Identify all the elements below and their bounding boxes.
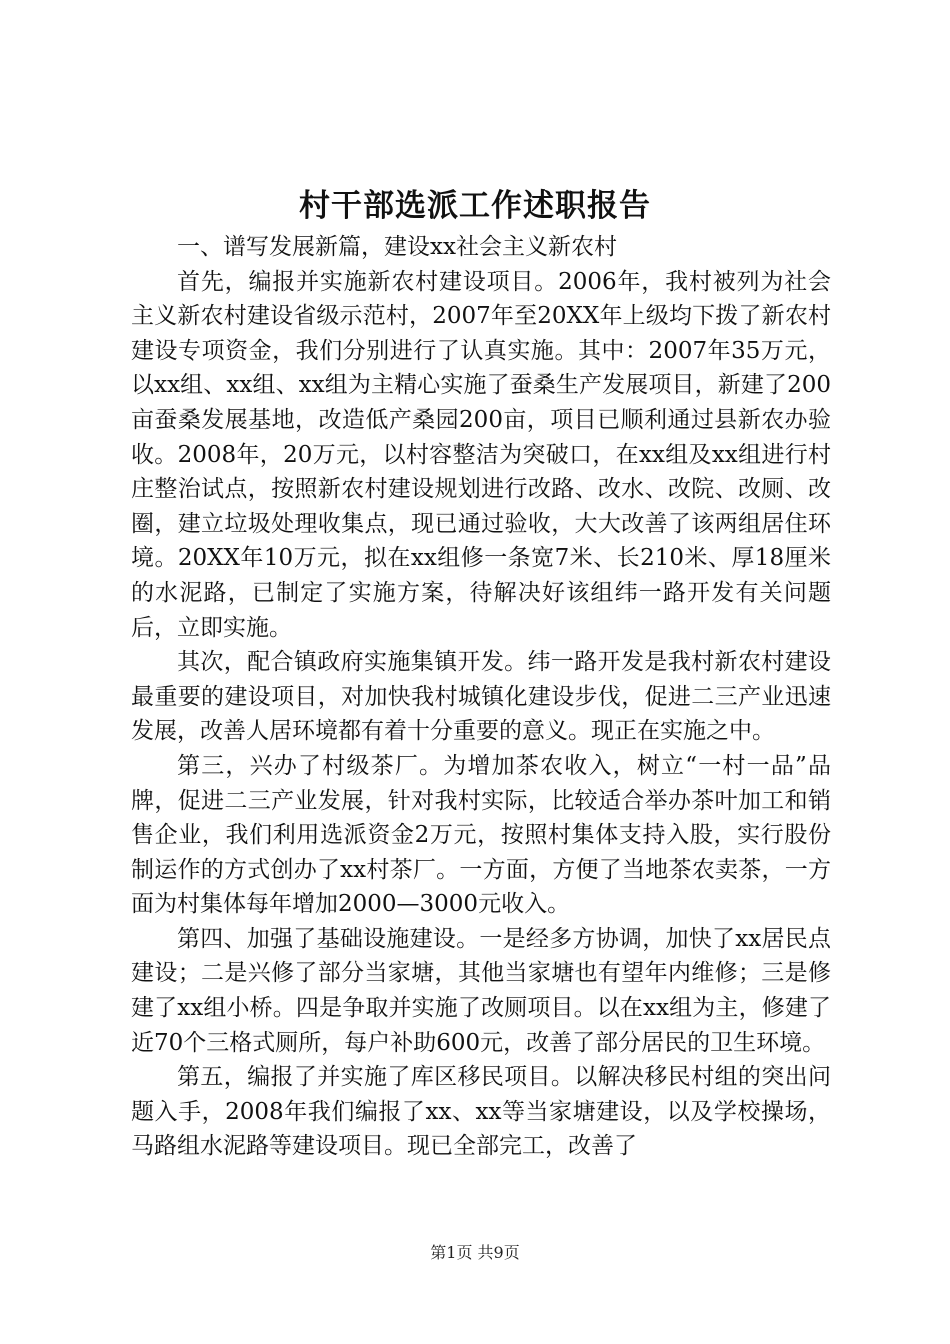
paragraph: 首先，编报并实施新农村建设项目。2006年，我村被列为社会主义新农村建设省级示范村，2007年至20XX年上级均下拨了新农村建设专项资金，我们分别进行了认真实施。其中：2007年35万元，以xx组、xx组、xx组为主精心实施了蚕桑生产发展项目，新建了200亩蚕桑发展基地，改造低产桑园200亩，项目已顺利通过县新农办验收。2008年，20万元，以村容整洁为突破口，在xx组及xx组进行村庄整治试点，按照新农村建设规划进行改路、改水、改院、改厕、改圈，建立垃圾处理收集点，现已通过验收，大大改善了该两组居住环境。20XX年10万元，拟在xx组修一条宽7米、长210米、厚18厘米的水泥路，已制定了实施方案，待解决好该组纬一路开发有关问题后，立即实施。: [131, 268, 831, 641]
paragraph: 第四、加强了基础设施建设。一是经多方协调，加快了xx居民点建设；二是兴修了部分当家塘，其他当家塘也有望年内维修；三是修建了xx组小桥。四是争取并实施了改厕项目。以在xx组为主，修建了近70个三格式厕所，每户补助600元，改善了部分居民的卫生环境。: [131, 925, 831, 1056]
paragraph: 第三，兴办了村级茶厂。为增加茶农收入，树立“一村一品”品牌，促进二三产业发展，针对我村实际，比较适合举办茶叶加工和销售企业，我们利用选派资金2万元，按照村集体支持入股，实行股份制运作的方式创办了xx村茶厂。一方面，方便了当地茶农卖茶，一方面为村集体每年增加2000—3000元收入。: [131, 752, 831, 918]
section-heading: 一、谱写发展新篇，建设xx社会主义新农村: [177, 234, 617, 260]
paragraph: 其次，配合镇政府实施集镇开发。纬一路开发是我村新农村建设最重要的建设项目，对加快我村城镇化建设步伐，促进二三产业迅速发展，改善人居环境都有着十分重要的意义。现正在实施之中。: [131, 649, 831, 745]
document-body: [131, 230, 831, 1164]
document-title: 村干部选派工作述职报告: [299, 188, 651, 224]
page-footer: 第1页 共9页: [430, 1243, 520, 1262]
paragraph: 第五，编报了并实施了库区移民项目。以解决移民村组的突出问题入手，2008年我们编报了xx、xx等当家塘建设，以及学校操场，马路组水泥路等建设项目。现已全部完工，改善了: [131, 1064, 831, 1160]
